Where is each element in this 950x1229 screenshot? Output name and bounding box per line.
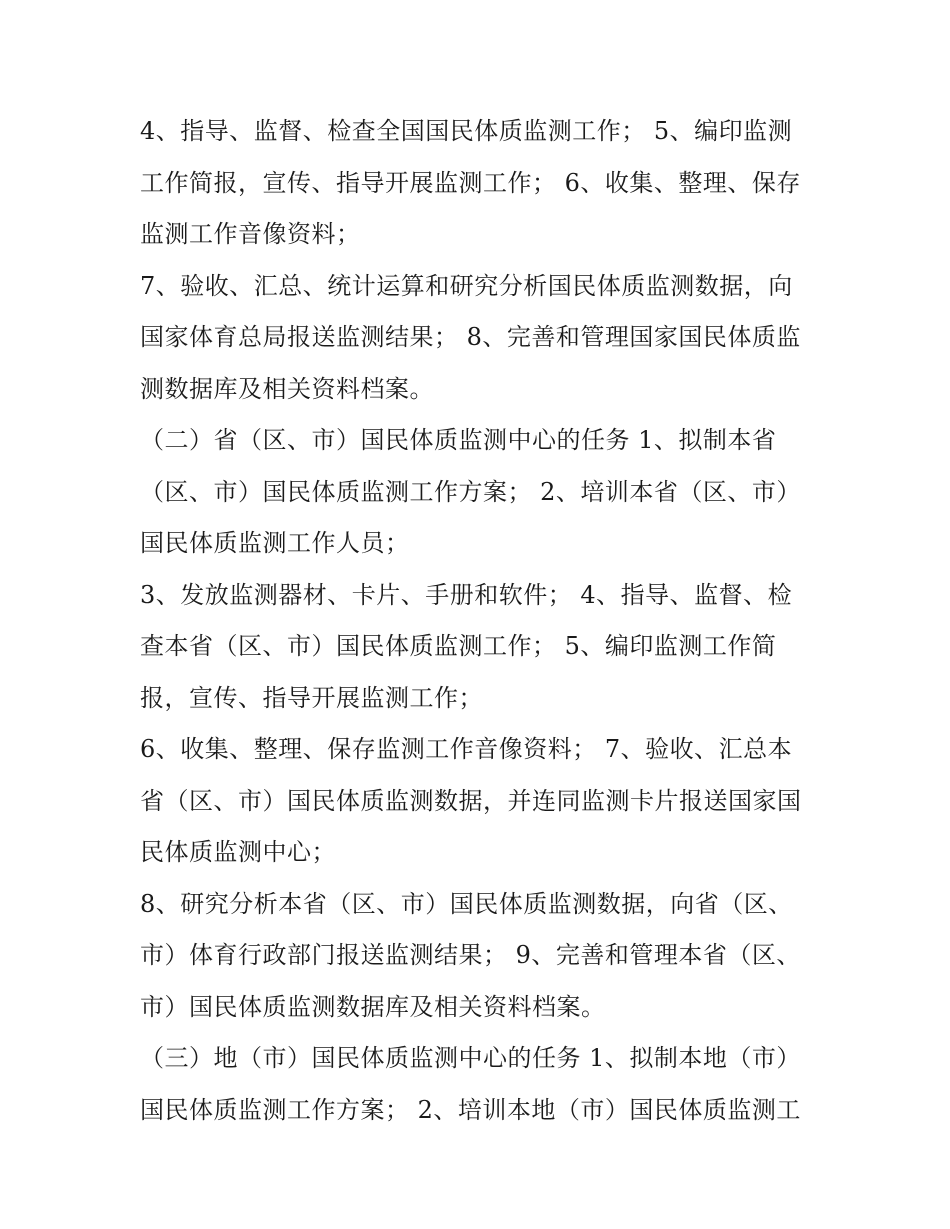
text-line: 国家体育总局报送监测结果； 8、完善和管理国家国民体质监 xyxy=(140,323,801,351)
text-line: 市）体育行政部门报送监测结果； 9、完善和管理本省（区、 xyxy=(140,941,801,969)
text-line: （区、市）国民体质监测工作方案； 2、培训本省（区、市） xyxy=(140,477,801,506)
text-line: 4、指导、监督、检查全国国民体质监测工作； 5、编印监测 xyxy=(140,117,793,145)
paragraph-provincial-duties-8-9 xyxy=(140,879,820,1034)
text-line: 报，宣传、指导开展监测工作； xyxy=(140,683,483,712)
text-line: 测数据库及相关资料档案。 xyxy=(140,374,434,403)
text-line: 7、验收、汇总、统计运算和研究分析国民体质监测数据，向 xyxy=(140,271,793,300)
paragraph-provincial-duties-3-5 xyxy=(140,570,820,725)
text-line: 工作简报，宣传、指导开展监测工作； 6、收集、整理、保存 xyxy=(140,168,801,197)
paragraph-prefecture-center-tasks xyxy=(140,1033,820,1136)
text-line: 国民体质监测工作方案； 2、培训本地（市）国民体质监测工 xyxy=(140,1095,801,1124)
text-line: 国民体质监测工作人员； xyxy=(140,529,410,557)
text-line: 查本省（区、市）国民体质监测工作； 5、编印监测工作简 xyxy=(140,632,777,660)
paragraph-duties-7-8 xyxy=(140,261,820,416)
text-line: 3、发放监测器材、卡片、手册和软件； 4、指导、监督、检 xyxy=(140,580,793,609)
text-line: 监测工作音像资料； xyxy=(140,220,361,248)
text-line: 省（区、市）国民体质监测数据，并连同监测卡片报送国家国 xyxy=(140,786,802,815)
paragraph-provincial-center-tasks xyxy=(140,415,820,570)
text-line: （二）省（区、市）国民体质监测中心的任务 1、拟制本省 xyxy=(140,426,777,454)
paragraph-duties-4-6 xyxy=(140,106,820,261)
text-line: 民体质监测中心； xyxy=(140,838,336,866)
text-line: （三）地（市）国民体质监测中心的任务 1、拟制本地（市） xyxy=(140,1044,801,1072)
text-line: 8、研究分析本省（区、市）国民体质监测数据，向省（区、 xyxy=(140,889,793,918)
text-line: 6、收集、整理、保存监测工作音像资料； 7、验收、汇总本 xyxy=(140,735,793,763)
text-line: 市）国民体质监测数据库及相关资料档案。 xyxy=(140,992,606,1021)
paragraph-provincial-duties-6-7 xyxy=(140,724,820,879)
document-body xyxy=(140,106,820,1136)
